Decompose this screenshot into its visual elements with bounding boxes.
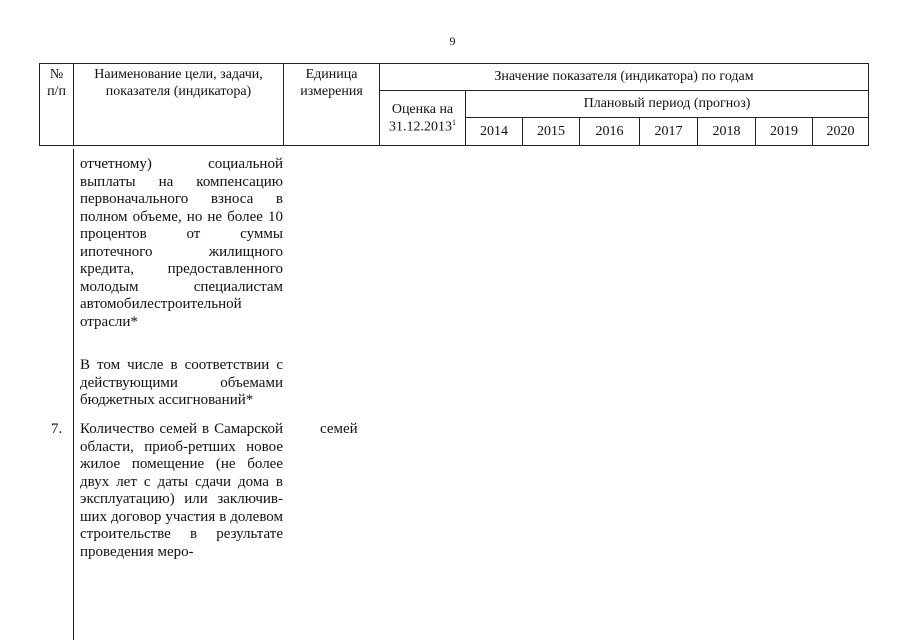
header-year: 2017: [640, 118, 698, 146]
indicator-table-header: [39, 63, 869, 146]
header-values: Значение показателя (индикатора) по годам: [380, 64, 869, 91]
header-year: 2015: [523, 118, 580, 146]
column-divider: [73, 149, 74, 640]
header-num: № п/п: [40, 64, 74, 146]
header-estimate: Оценка на 31.12.2013$^1$: [380, 91, 466, 146]
page-number: 9: [449, 34, 456, 48]
header-year: 2018: [698, 118, 756, 146]
header-year: 2014: [466, 118, 523, 146]
header-name: Наименование цели, задачи, показателя (индикатора): [74, 64, 284, 146]
continuation-text: отчетному) социальной выплаты на компенсацию первоначального взноса в полном объеме, но не более 10 процентов от суммы ипотечного жилищного кредита, предоставленного молодым специалистам автомобилестроительной отрасли*: [80, 156, 283, 330]
header-year: 2016: [580, 118, 640, 146]
header-unit: Единица измерения: [284, 64, 380, 146]
header-year: 2019: [756, 118, 813, 146]
header-plan-period: Плановый период (прогноз): [466, 91, 869, 118]
header-year: 2020: [813, 118, 869, 146]
item-7-number: 7.: [51, 421, 63, 437]
item-7-unit: семей: [320, 421, 358, 437]
subitem-text: В том числе в соответствии с действующими объемами бюджетных ассигнований*: [80, 357, 283, 408]
item-7-text: Количество семей в Самарской области, приоб-ретших новое жилое помещение (не более двух лет с даты сдачи дома в эксплуатацию) или заключив-ших договор участия в долевом строительстве в результате проведения меро-: [80, 421, 283, 560]
